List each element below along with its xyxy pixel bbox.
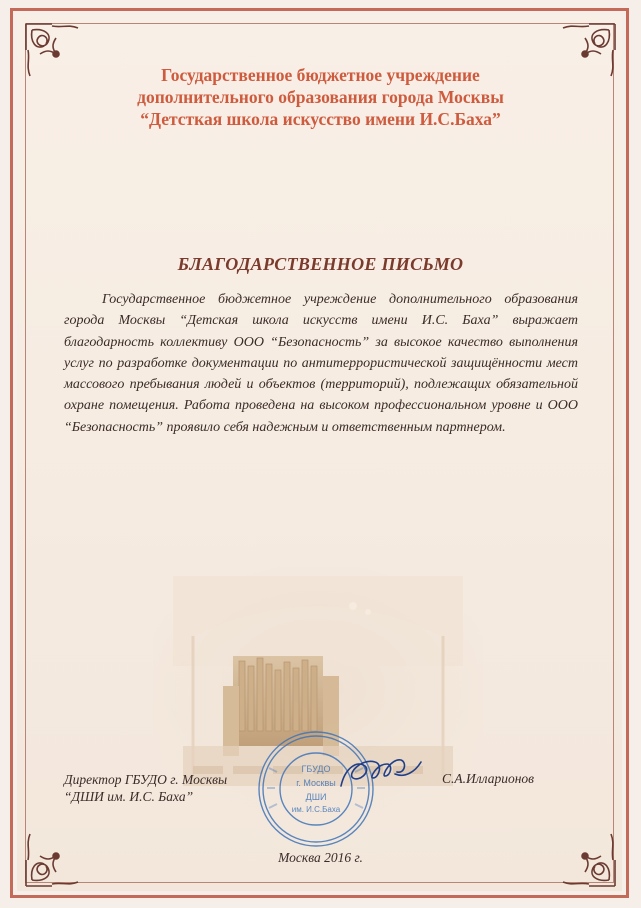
signatory-position-line-2: “ДШИ им. И.С. Баха” (64, 789, 194, 804)
header-line-2: дополнительного образования города Москвы (137, 87, 504, 107)
signatory-position-line-1: Директор ГБУДО г. Москвы (64, 772, 228, 787)
header-line-3: “Детсткая школа искусство имени И.С.Баха” (140, 109, 501, 129)
signatory-position (64, 771, 227, 805)
institution-header (40, 64, 601, 130)
stamp-line-3: ДШИ (305, 792, 327, 802)
stamp-line-2: г. Москвы (296, 778, 336, 788)
stamp-line-4: им. И.С.Баха (291, 805, 341, 814)
signatory-name: С.А.Илларионов (442, 771, 534, 786)
letter-body: Государственное бюджетное учреждение дополнительного образования города Москвы “Детская школа искусств имени И.С. Баха” выражает благодарность коллективу ООО “Безопасность” за высокое качество выполнения услуг по разработке документации по антитеррористической защищённости мест массового пребывания людей и объектов (территорий), подлежащих обязательной охране помещения. Работа проведена на высоком профессиональном уровне и ООО “Безопасность” проявило себя надежным и ответственным партнером. (64, 292, 578, 435)
header-line-1: Государственное бюджетное учреждение (161, 65, 480, 85)
place-and-date: Москва 2016 г. (278, 850, 363, 865)
letter-title: БЛАГОДАРСТВЕННОЕ ПИСЬМО (177, 254, 464, 274)
stamp-line-1: ГБУДО (301, 764, 331, 774)
handwritten-signature (335, 748, 425, 798)
